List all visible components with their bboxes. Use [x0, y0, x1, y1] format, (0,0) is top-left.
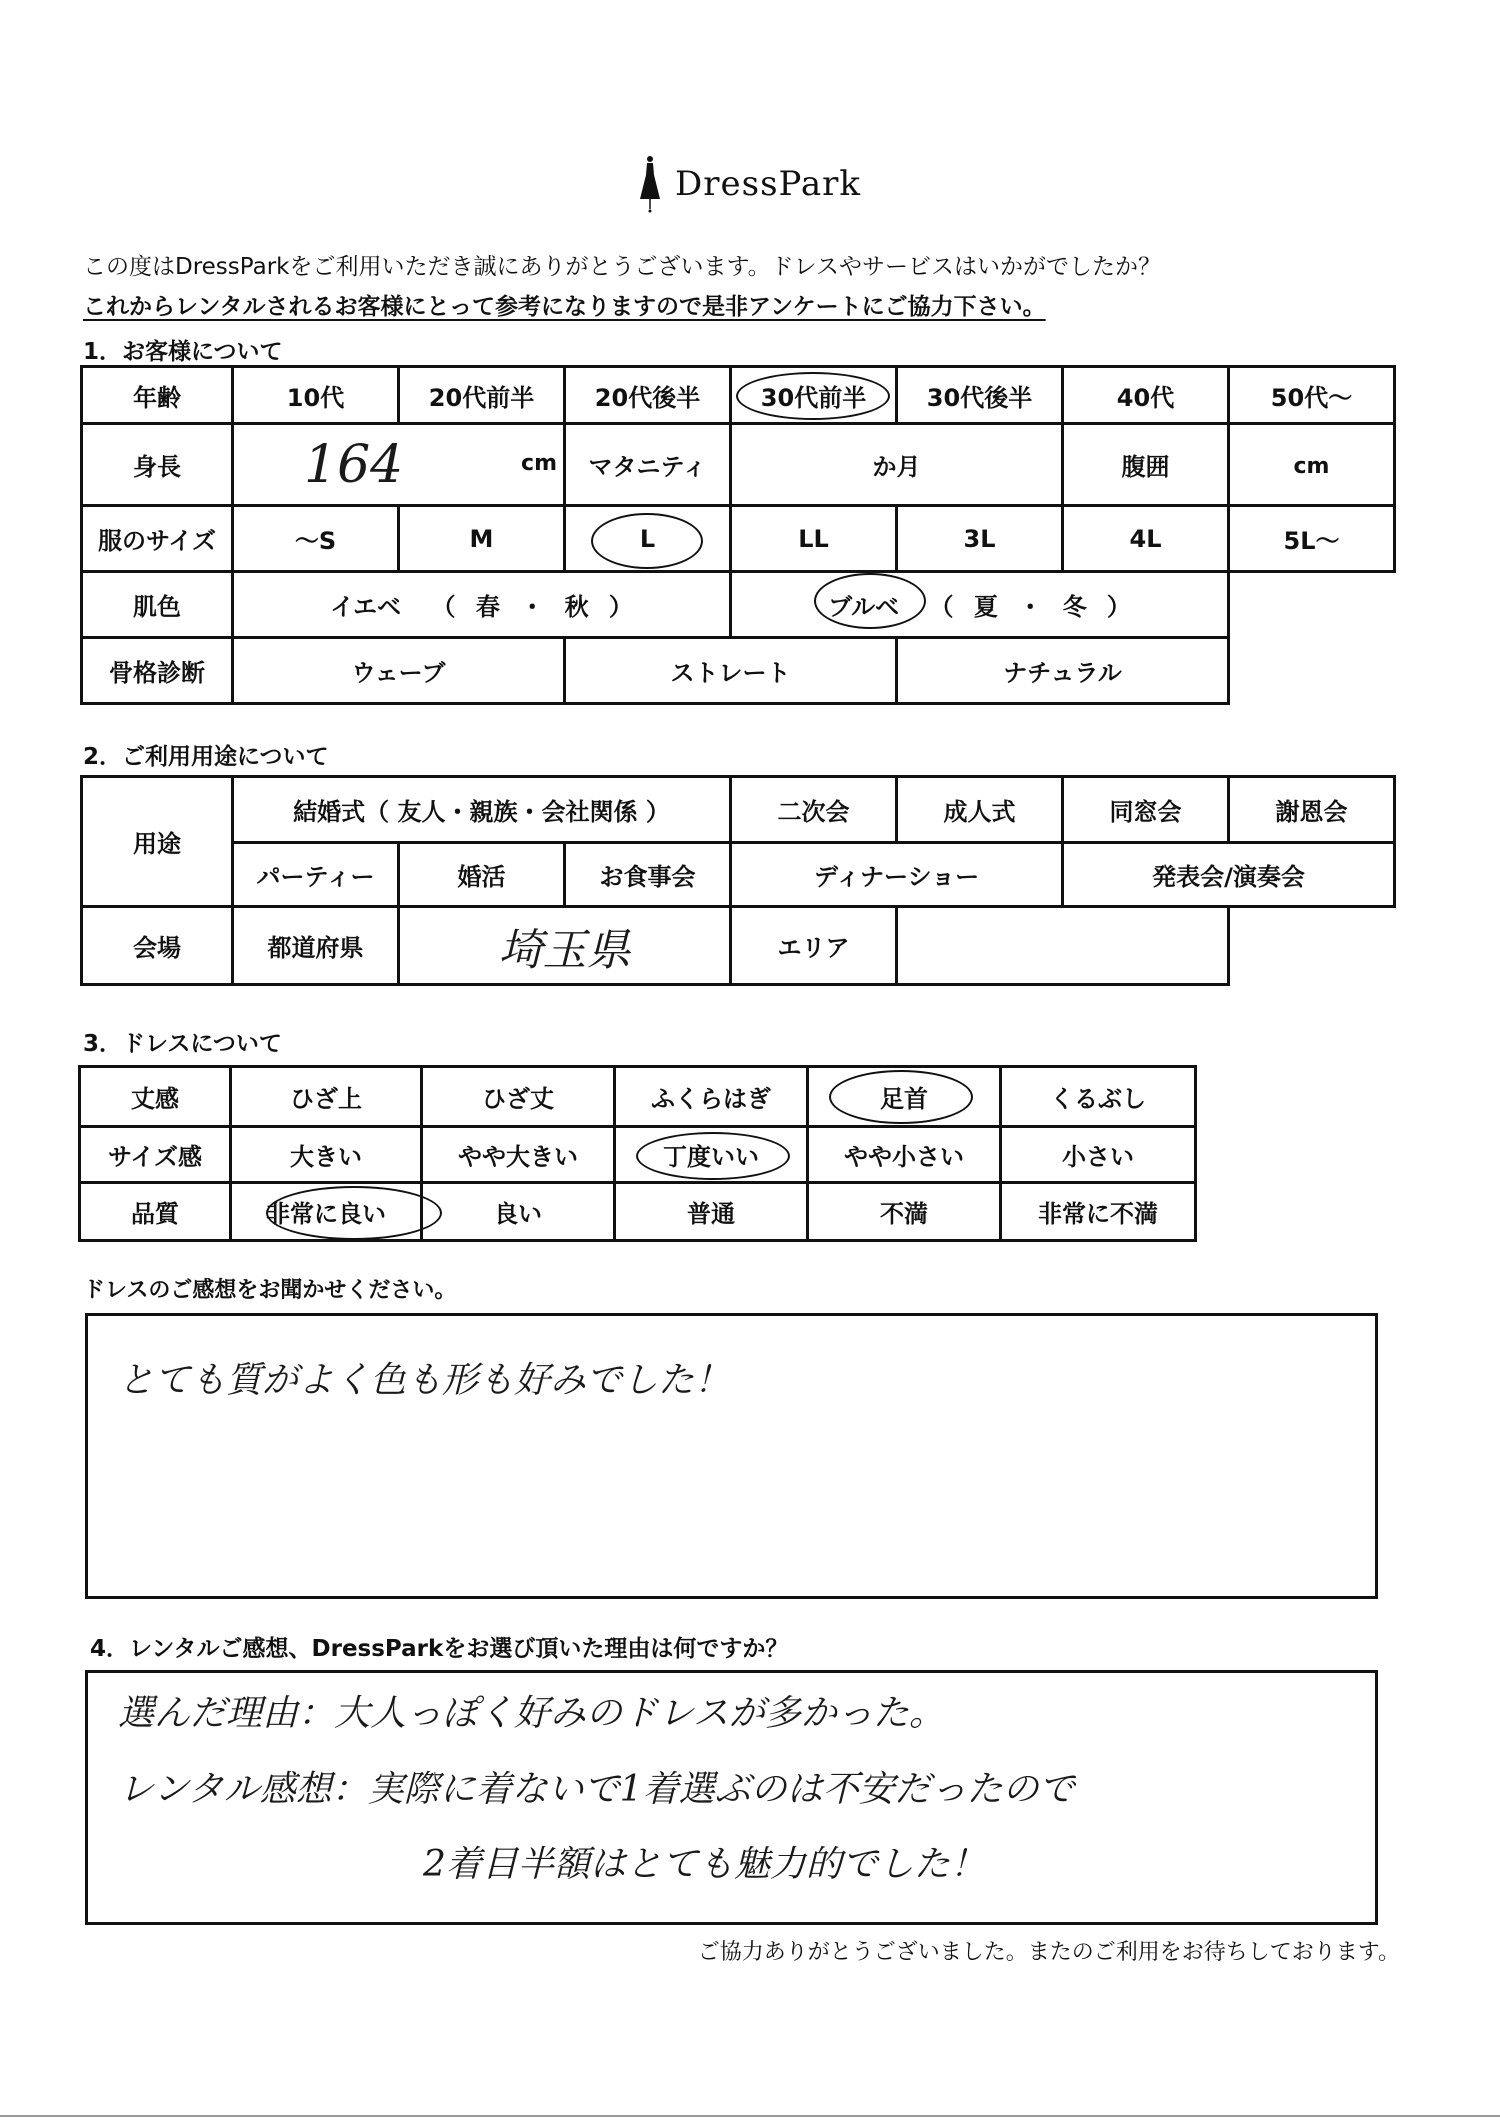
maternity-field[interactable]	[731, 424, 1063, 506]
paren: ）	[608, 593, 633, 621]
skin-label: 肌色	[82, 572, 233, 638]
separator: ・	[520, 593, 545, 621]
quality-option[interactable]: 不満	[808, 1183, 1001, 1241]
venue-label: 会場	[82, 907, 233, 985]
fit-option-label: 丁度いい	[663, 1143, 759, 1171]
quality-option-selected[interactable]	[231, 1183, 422, 1241]
paren: ）	[1106, 593, 1131, 621]
reason-line-3: 2着目半額はとても魅力的でした！	[423, 1844, 986, 1885]
reason-box[interactable]	[85, 1670, 1378, 1925]
age-row	[82, 367, 1395, 424]
purpose-option[interactable]: 二次会	[731, 777, 897, 843]
purpose-option[interactable]: お食事会	[565, 843, 731, 907]
age-label: 年齢	[82, 367, 233, 424]
waist-field[interactable]	[1229, 424, 1395, 506]
height-unit: cm	[521, 451, 557, 476]
age-option-label: 30代前半	[760, 383, 867, 412]
maternity-unit: か月	[872, 453, 921, 481]
empty-cell	[1229, 638, 1395, 704]
length-option[interactable]: ふくらはぎ	[615, 1067, 808, 1127]
size-option-selected[interactable]	[565, 506, 731, 572]
empty-cell	[1229, 572, 1395, 638]
section2-title: 2．ご利用用途について	[83, 744, 329, 770]
skeleton-option[interactable]: ナチュラル	[897, 638, 1229, 704]
purpose-label: 用途	[82, 777, 233, 907]
purpose-wedding[interactable]: 結婚式（ 友人・親族・会社関係 ）	[233, 777, 731, 843]
prefecture-label: 都道府県	[233, 907, 399, 985]
prefecture-value: 埼玉県	[498, 924, 631, 976]
skin-row	[82, 572, 1395, 638]
skin-blue-wrap	[828, 587, 899, 622]
impressions-box[interactable]	[85, 1313, 1378, 1599]
age-option-selected[interactable]	[731, 367, 897, 424]
purpose-option[interactable]: ディナーショー	[731, 843, 1063, 907]
height-value: 164	[304, 434, 404, 495]
skeleton-option[interactable]: ウェーブ	[233, 638, 565, 704]
quality-option[interactable]: 普通	[615, 1183, 808, 1241]
skin-yellow-label: イエベ	[330, 593, 402, 621]
length-option[interactable]: ひざ上	[231, 1067, 422, 1127]
area-field[interactable]	[897, 907, 1229, 985]
paren: （	[431, 593, 456, 621]
length-option[interactable]: くるぶし	[1001, 1067, 1196, 1127]
skin-yellow-option[interactable]	[233, 572, 731, 638]
size-option[interactable]: LL	[731, 506, 897, 572]
section3-title: 3．ドレスについて	[83, 1031, 282, 1057]
area-label: エリア	[731, 907, 897, 985]
age-option[interactable]: 30代後半	[897, 367, 1063, 424]
purpose-option[interactable]: 発表会/演奏会	[1063, 843, 1395, 907]
fit-option-selected[interactable]	[615, 1127, 808, 1183]
size-option[interactable]: ～S	[233, 506, 399, 572]
skin-blue-option-selected[interactable]	[731, 572, 1229, 638]
season-winter: 冬	[1062, 593, 1087, 621]
age-option[interactable]: 20代前半	[399, 367, 565, 424]
purpose-option[interactable]: 婚活	[399, 843, 565, 907]
size-option[interactable]: 4L	[1063, 506, 1229, 572]
quality-option[interactable]: 非常に不満	[1001, 1183, 1196, 1241]
fit-option[interactable]: 小さい	[1001, 1127, 1196, 1183]
skin-blue-label: ブルベ	[828, 593, 900, 621]
quality-option-label: 非常に良い	[266, 1200, 386, 1228]
purpose-row-2	[82, 843, 1395, 907]
quality-label: 品質	[80, 1183, 231, 1241]
divider	[0, 2115, 1500, 2117]
quality-option[interactable]: 良い	[422, 1183, 615, 1241]
impressions-title: ドレスのご感想をお聞かせください。	[83, 1278, 457, 1303]
age-option[interactable]: 50代～	[1229, 367, 1395, 424]
closing-message: ご協力ありがとうございました。またのご利用をお待ちしております。	[697, 1940, 1400, 1965]
impressions-answer: とても質がよく色も形も好みでした！	[118, 1360, 731, 1401]
purpose-option[interactable]: 謝恩会	[1229, 777, 1395, 843]
dress-icon	[639, 155, 661, 213]
length-label: 丈感	[80, 1067, 231, 1127]
venue-row	[82, 907, 1395, 985]
size-option[interactable]: M	[399, 506, 565, 572]
prefecture-field[interactable]	[399, 907, 731, 985]
reason-line-1: 選んだ理由：大人っぽく好みのドレスが多かった。	[118, 1693, 945, 1734]
paren: （	[929, 593, 954, 621]
waist-label: 腹囲	[1063, 424, 1229, 506]
size-label: 服のサイズ	[82, 506, 233, 572]
size-option[interactable]: 5L～	[1229, 506, 1395, 572]
fit-option[interactable]: 大きい	[231, 1127, 422, 1183]
age-option[interactable]: 10代	[233, 367, 399, 424]
intro-line-1: この度はDressParkをご利用いただき誠にありがとうございます。ドレスやサービスはいかがでしたか？	[83, 254, 1161, 280]
height-label: 身長	[82, 424, 233, 506]
purpose-option[interactable]: 成人式	[897, 777, 1063, 843]
quality-row	[80, 1183, 1196, 1241]
separator: ・	[1018, 593, 1043, 621]
logo	[0, 155, 1500, 217]
fit-option[interactable]: やや小さい	[808, 1127, 1001, 1183]
fit-row	[80, 1127, 1196, 1183]
waist-unit: cm	[1293, 453, 1330, 479]
age-option[interactable]: 40代	[1063, 367, 1229, 424]
fit-option[interactable]: やや大きい	[422, 1127, 615, 1183]
length-option-label: 足首	[880, 1085, 928, 1113]
empty-cell	[1229, 907, 1395, 985]
season-spring: 春	[475, 593, 500, 621]
skeleton-row	[82, 638, 1395, 704]
purpose-option[interactable]: パーティー	[233, 843, 399, 907]
size-row	[82, 506, 1395, 572]
usage-table	[80, 775, 1396, 986]
maternity-label: マタニティ	[565, 424, 731, 506]
logo-text: DressPark	[674, 164, 861, 204]
intro-line-2: これからレンタルされるお客様にとって参考になりますので是非アンケートにご協力下さい。	[83, 294, 1046, 320]
dress-table	[78, 1065, 1197, 1242]
size-option-label: L	[639, 524, 656, 553]
height-field[interactable]	[233, 424, 565, 506]
season-summer: 夏	[973, 593, 998, 621]
length-row	[80, 1067, 1196, 1127]
purpose-option[interactable]: 同窓会	[1063, 777, 1229, 843]
age-option[interactable]: 20代後半	[565, 367, 731, 424]
reason-line-2: レンタル感想：実際に着ないで1着選ぶのは不安だったので	[118, 1769, 1075, 1810]
season-autumn: 秋	[564, 593, 589, 621]
skeleton-option[interactable]: ストレート	[565, 638, 897, 704]
fit-label: サイズ感	[80, 1127, 231, 1183]
purpose-row-1	[82, 777, 1395, 843]
length-option-selected[interactable]	[808, 1067, 1001, 1127]
height-row	[82, 424, 1395, 506]
length-option[interactable]: ひざ丈	[422, 1067, 615, 1127]
section1-title: 1．お客様について	[83, 339, 283, 365]
skeleton-label: 骨格診断	[82, 638, 233, 704]
size-option[interactable]: 3L	[897, 506, 1063, 572]
customer-table	[80, 365, 1396, 705]
section4-title: 4．レンタルご感想、DressParkをお選び頂いた理由は何ですか？	[90, 1636, 789, 1662]
